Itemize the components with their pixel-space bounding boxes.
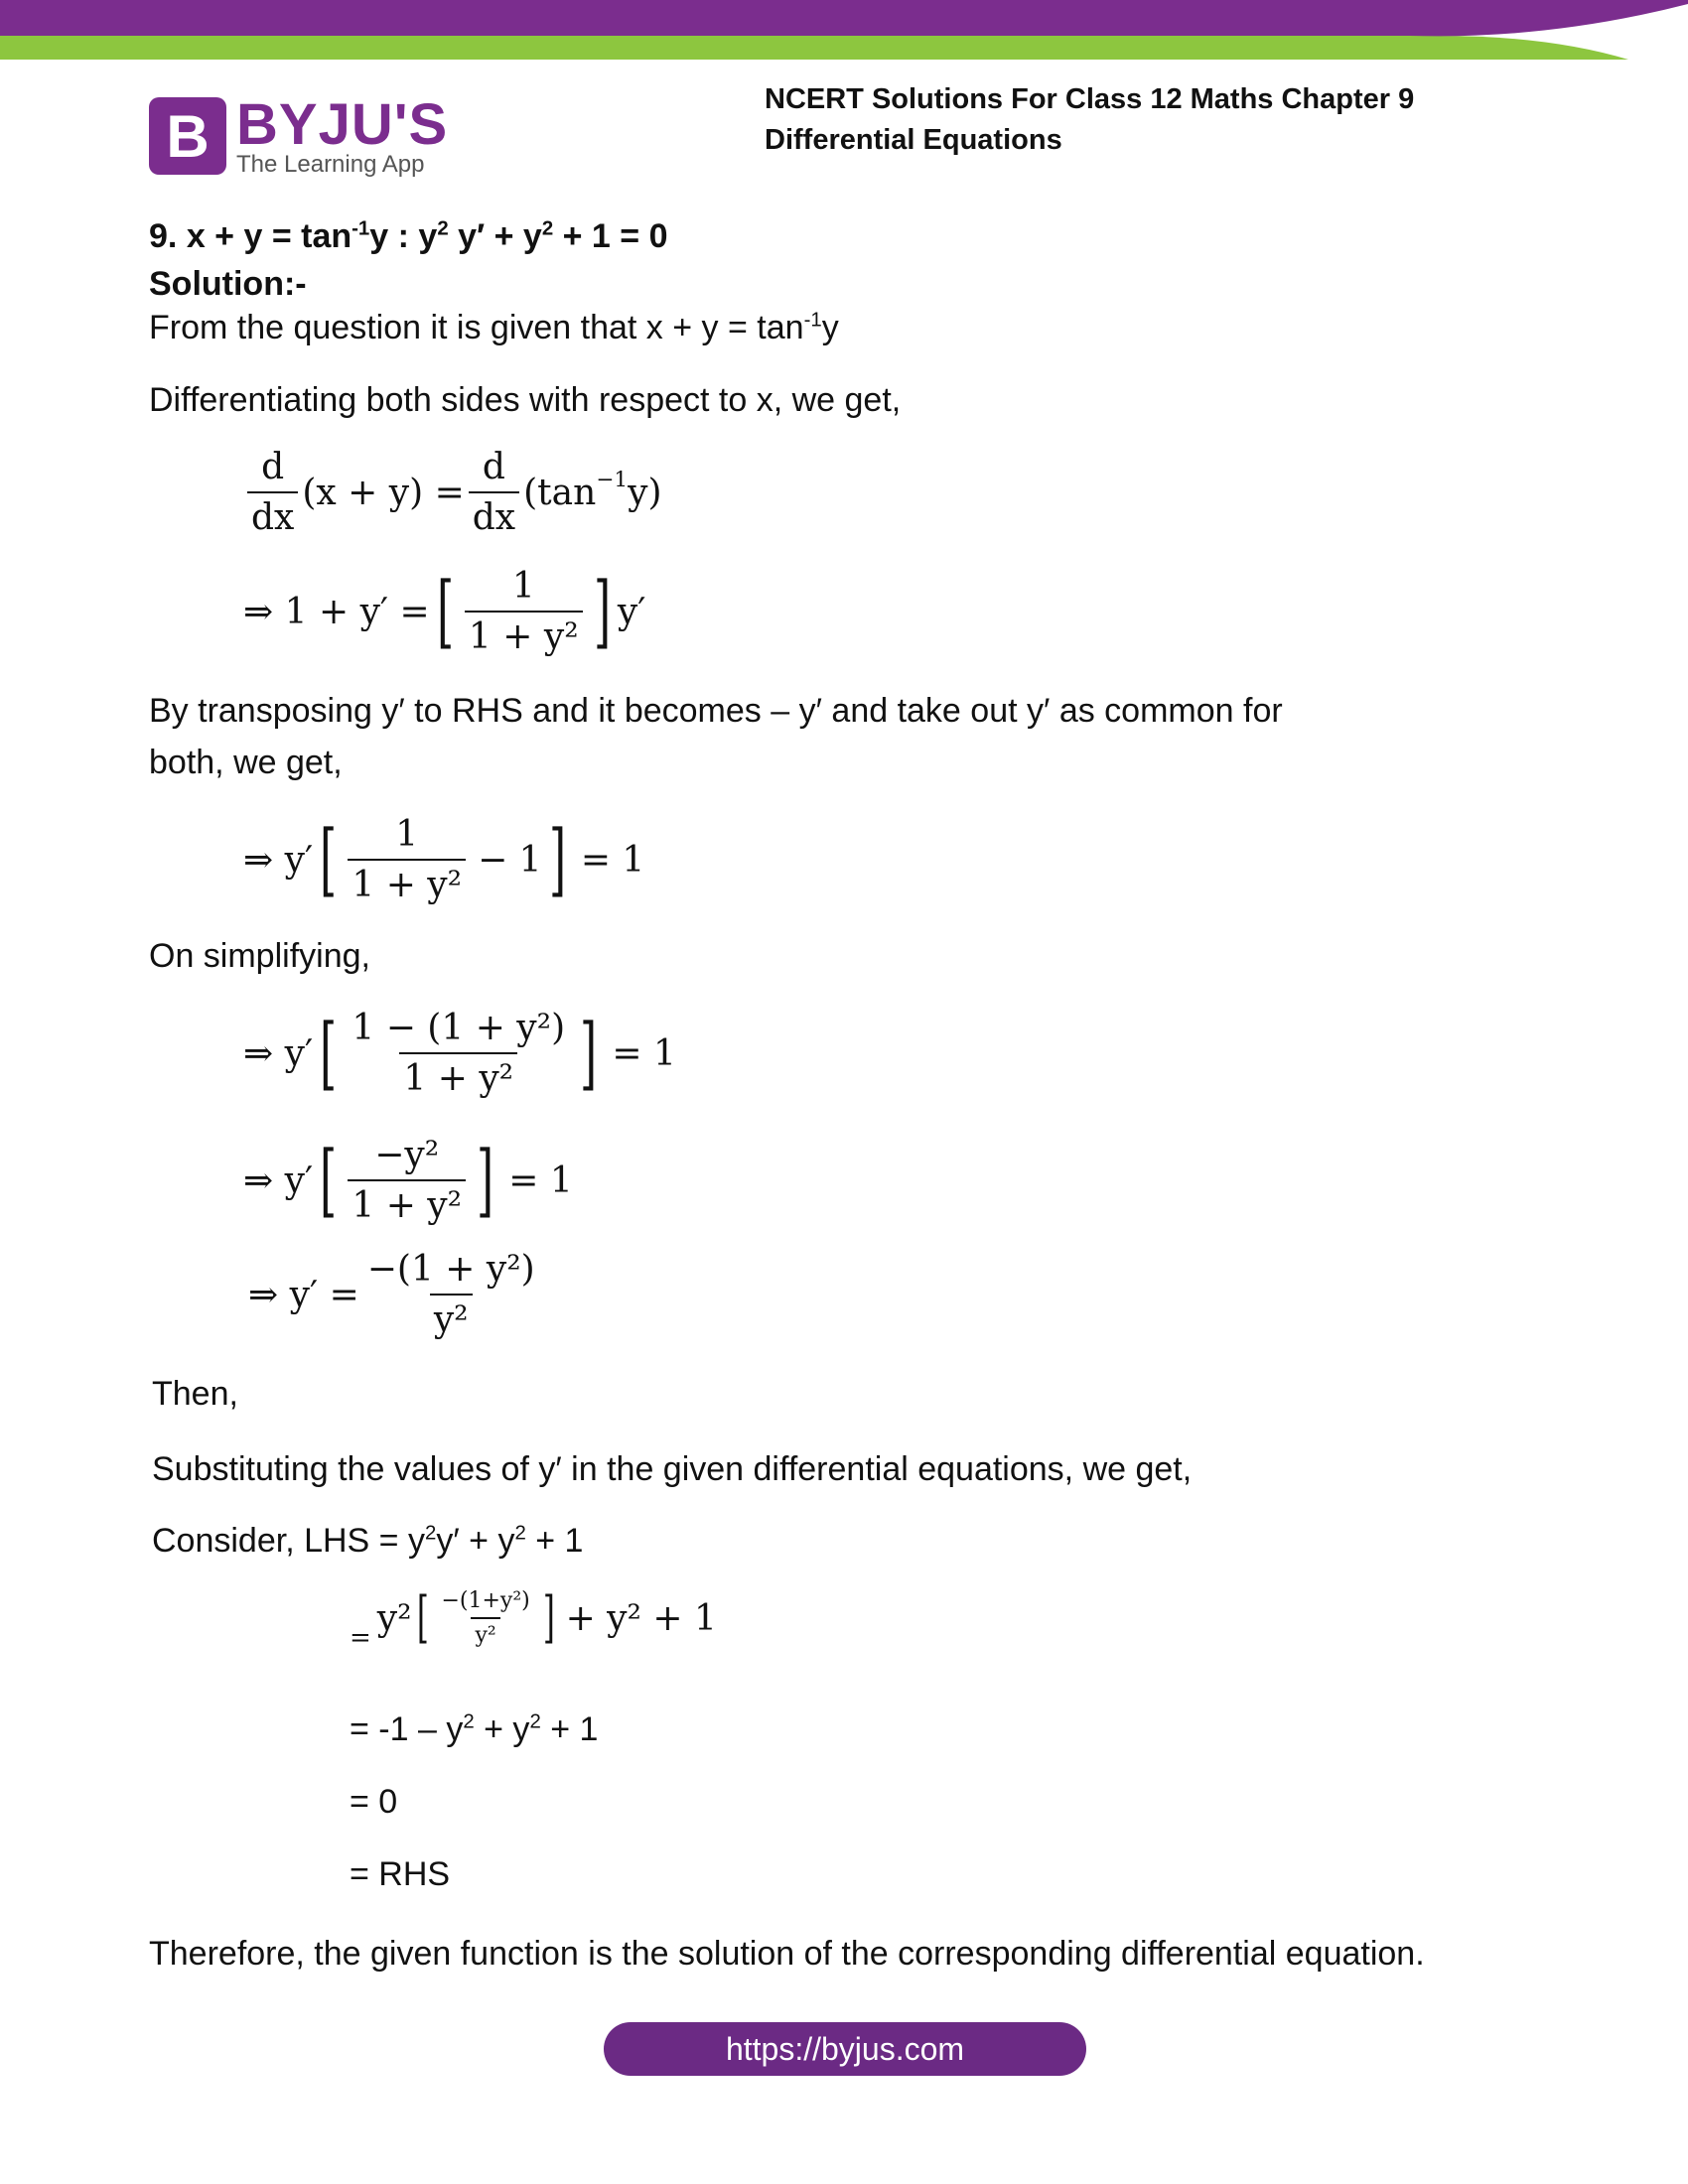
p1-sup: -1 — [803, 309, 822, 332]
eq7-close-bracket: ] — [542, 1585, 555, 1650]
p7-sup1: 2 — [424, 1522, 437, 1545]
paragraph-differentiate: Differentiating both sides with respect to x, we get, — [149, 381, 902, 419]
eq5-frac — [348, 1135, 466, 1226]
step1-mid: + y — [474, 1710, 530, 1748]
step1-text: = -1 – y — [350, 1710, 464, 1748]
title-line-2: Differential Equations — [765, 124, 1062, 156]
step1-tail: + 1 — [540, 1710, 599, 1748]
p7-text: Consider, LHS = y — [152, 1522, 425, 1560]
question-heading — [149, 216, 668, 256]
step1-sup2: 2 — [529, 1710, 541, 1733]
eq5-den: 1 + y² — [348, 1179, 466, 1226]
paragraph-given — [149, 308, 839, 347]
step1-sup1: 2 — [463, 1710, 475, 1733]
eq2-den: 1 + y² — [465, 611, 583, 657]
eq4-lhs: ⇒ y′ — [243, 1032, 314, 1074]
eq6-frac — [363, 1249, 539, 1340]
eq3-lhs: ⇒ y′ — [243, 839, 314, 881]
eq4-den: 1 + y² — [399, 1052, 517, 1099]
equation-5 — [243, 1135, 573, 1226]
logo-icon: B — [149, 97, 226, 175]
eq7-equals: = — [350, 1623, 371, 1653]
paragraph-simplify: On simplifying, — [149, 937, 370, 975]
question-text: x + y = tan — [186, 217, 352, 255]
eq2-open-bracket: [ — [436, 565, 454, 657]
eq6-lhs: ⇒ y′ = — [248, 1274, 359, 1315]
paragraph-consider — [152, 1521, 583, 1561]
eq5-close-bracket: ] — [477, 1134, 494, 1226]
eq6-den: y² — [430, 1294, 473, 1340]
question-sup: -1 — [352, 217, 370, 240]
eq5-rhs: = 1 — [508, 1160, 573, 1201]
paragraph-substitute: Substituting the values of y′ in the given differential equations, we get, — [152, 1450, 1193, 1488]
equation-1: $\frac{d}{dx}$ (x + y) = $\frac{d}{dx}$ (tan $^{-1}$ y) — [243, 447, 662, 538]
paragraph-transpose — [149, 691, 1283, 782]
eq7-tail: + y² + 1 — [565, 1597, 717, 1639]
eq3-den: 1 + y² — [348, 859, 466, 905]
eq2-lhs: ⇒ 1 + y′ = — [243, 591, 430, 632]
eq3-rhs: = 1 — [580, 839, 645, 881]
eq2-tail: y′ — [617, 591, 646, 632]
question-sup2: 2 — [437, 217, 449, 240]
p7-mid: y′ + y — [436, 1522, 515, 1560]
eq2-frac — [465, 566, 583, 657]
eq2-close-bracket: ] — [593, 565, 611, 657]
eq1-frac-left — [247, 447, 298, 538]
brand-tagline: The Learning App — [236, 151, 425, 178]
eq1-d2: d — [482, 447, 505, 487]
eq4-close-bracket: ] — [580, 1007, 598, 1099]
eq7-num: −(1+y²) — [441, 1588, 530, 1613]
footer-url-link[interactable]: https://byjus.com — [604, 2022, 1086, 2076]
paragraph-then: Then, — [152, 1375, 238, 1413]
eq2-num: 1 — [511, 566, 535, 607]
eq5-open-bracket: [ — [320, 1134, 338, 1226]
eq1-dx1: dx — [247, 491, 298, 538]
eq3-close-bracket: ] — [548, 813, 566, 905]
eq7-den: y² — [471, 1617, 499, 1648]
solution-label: Solution:- — [149, 265, 307, 303]
eq1-d1: d — [261, 447, 285, 487]
conclusion: Therefore, the given function is the solution of the corresponding differential equation. — [149, 1935, 1425, 1973]
eq3-open-bracket: [ — [320, 813, 338, 905]
equation-2 — [243, 566, 645, 657]
eq1-rhs-b: y) — [628, 472, 662, 513]
eq4-frac — [348, 1008, 569, 1099]
header-band — [0, 0, 1688, 62]
equation-7 — [350, 1585, 717, 1653]
eq1-rhs-a: (tan — [523, 472, 597, 513]
page-title — [765, 79, 1414, 161]
step-2: = 0 — [350, 1783, 398, 1821]
question-text-a: y : y — [369, 217, 438, 255]
p3-line-1: By transposing y′ to RHS and it becomes – y′ and take out y′ as common for — [149, 692, 1283, 730]
eq7-y2: y² — [376, 1597, 412, 1639]
eq3-minus: − 1 — [478, 839, 542, 881]
eq6-num: −(1 + y²) — [366, 1249, 535, 1290]
equation-3 — [243, 814, 644, 905]
step-1 — [350, 1709, 598, 1749]
question-sup3: 2 — [541, 217, 554, 240]
question-text-b: y′ + y — [448, 217, 542, 255]
eq1-dx2: dx — [469, 491, 519, 538]
brand-name: BYJU'S — [236, 92, 449, 157]
eq4-open-bracket: [ — [320, 1007, 338, 1099]
equation-4 — [243, 1008, 676, 1099]
eq1-frac-right — [469, 447, 519, 538]
p3-line-2: both, we get, — [149, 744, 343, 781]
eq5-num: −y² — [374, 1135, 440, 1175]
title-line-1: NCERT Solutions For Class 12 Maths Chapter 9 — [765, 83, 1415, 115]
step-3: = RHS — [350, 1855, 451, 1893]
p1-tail: y — [821, 309, 839, 346]
eq1-lhs: (x + y) = — [302, 472, 465, 513]
eq5-lhs: ⇒ y′ — [243, 1160, 314, 1201]
equation-6 — [248, 1249, 543, 1340]
eq3-num: 1 — [395, 814, 419, 855]
eq4-num: 1 − (1 + y²) — [352, 1008, 566, 1048]
question-number: 9. — [149, 217, 178, 255]
eq7-open-bracket: [ — [416, 1585, 429, 1650]
question-text-c: + 1 = 0 — [553, 217, 668, 255]
p1-text: From the question it is given that x + y = tan — [149, 309, 804, 346]
p7-tail: + 1 — [525, 1522, 584, 1560]
eq4-rhs: = 1 — [612, 1032, 676, 1074]
eq7-frac — [437, 1588, 533, 1648]
p7-sup2: 2 — [514, 1522, 526, 1545]
eq3-frac — [348, 814, 466, 905]
